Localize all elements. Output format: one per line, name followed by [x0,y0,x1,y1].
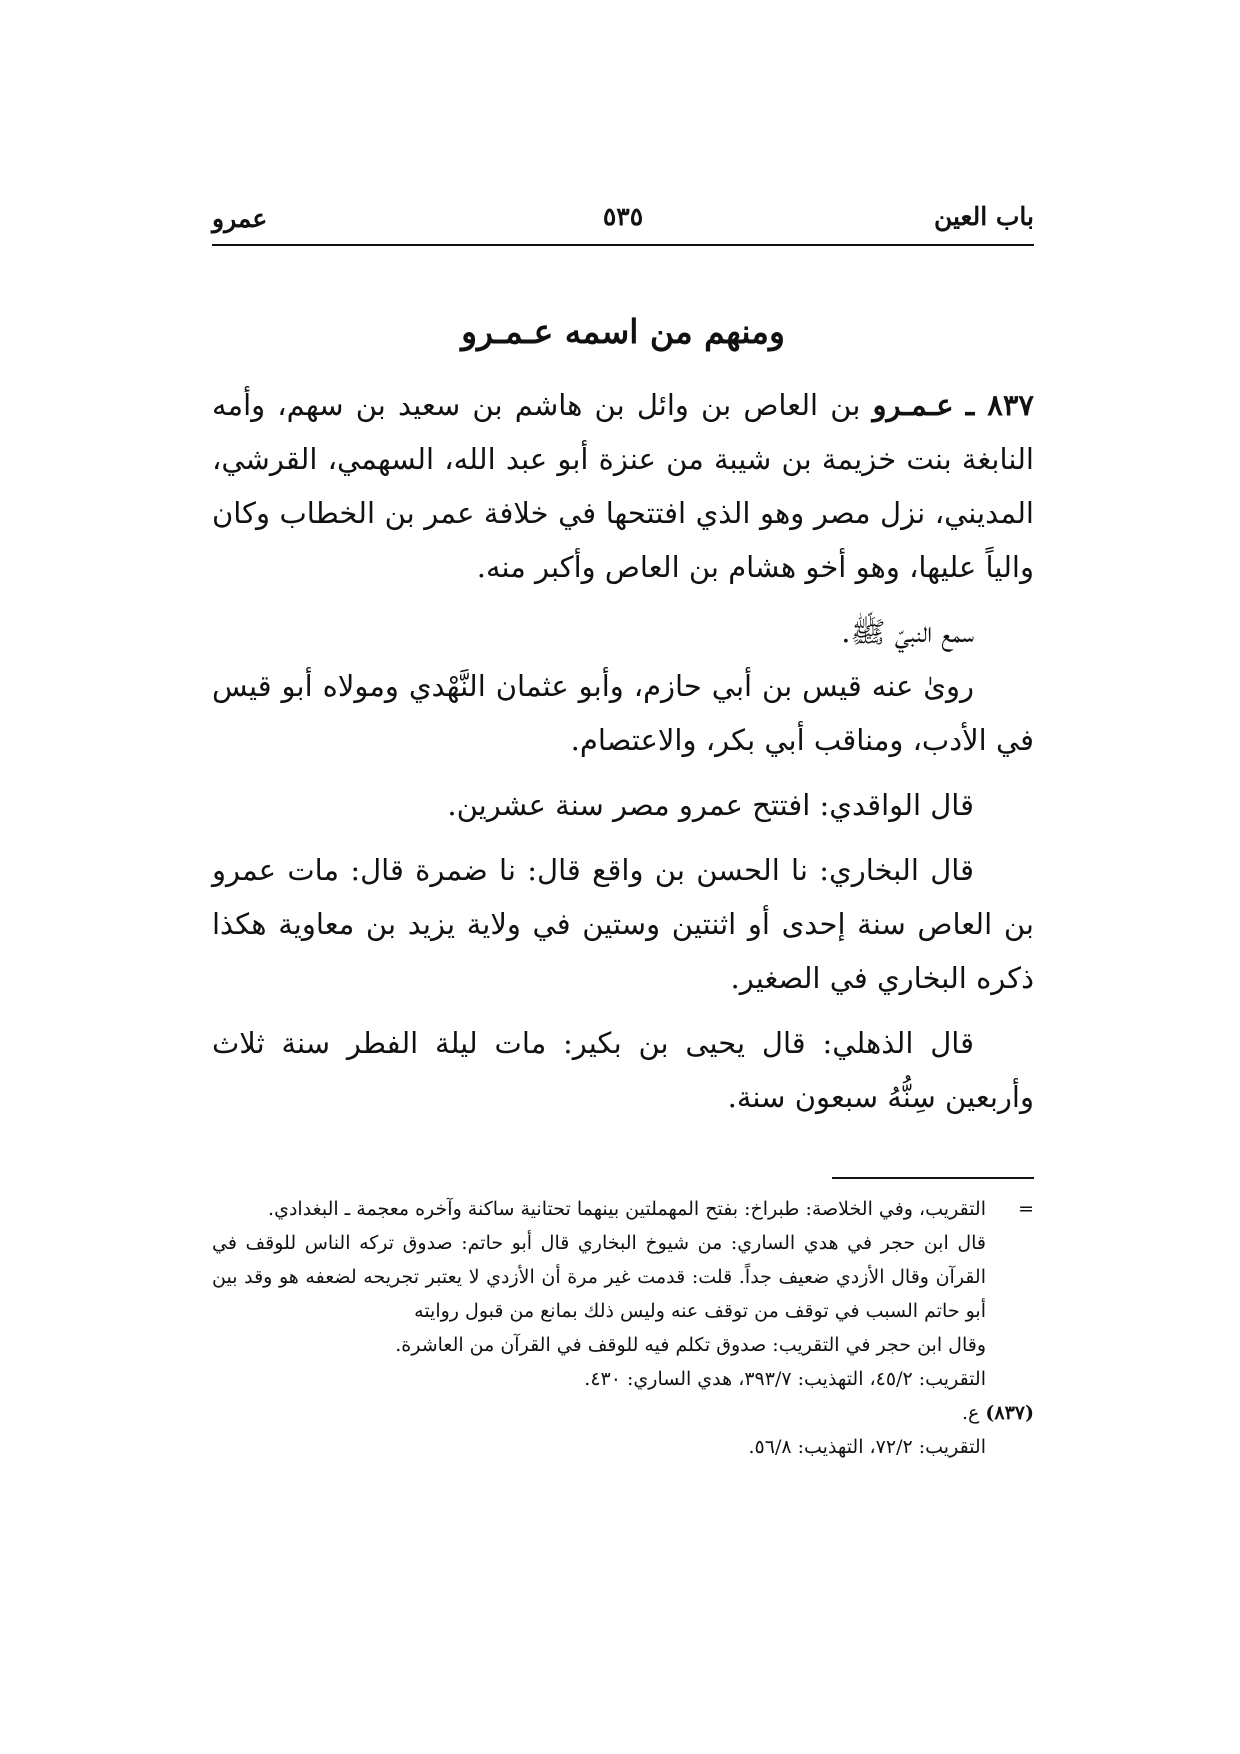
footnote-entry-ref [212,1396,1034,1430]
footnote-line: التقريب: ٧٢/٢، التهذيب: ٥٦/٨. [748,1436,986,1458]
footnote-ref-number: (٨٣٧) [985,1402,1034,1424]
footnotes [212,1192,1034,1464]
footnote-ref-symbol: ع. [961,1402,980,1424]
continuation-mark: = [1018,1198,1034,1220]
entry-paragraph: سمع النبيّ ﷺ. [841,615,974,649]
footnote-line: قال ابن حجر في هدي الساري: من شيوخ البخاري قال أبو حاتم: صدوق تركه الناس للوقف في القرآن وقال الأزدي ضعيف جداً. قلت: قدمت غير مرة أن الأزدي لا يعتبر تجريحه لضعفه هو وقد بين أبو حاتم السبب في توقف من توقف عنه وليس ذلك بمانع من قبول روايته [212,1232,986,1322]
header-rule [212,244,1034,246]
page-number: ٥٣٥ [602,202,644,231]
entry-paragraph-intro [212,378,1034,594]
entry-paragraph: قال الذهلي: قال يحيى بن بكير: مات ليلة الفطر سنة ثلاث وأربعين سِنُّهُ سبعون سنة. [212,1026,1034,1114]
chapter-title: باب العين [933,202,1034,231]
section-title: ومنهم من اسمه عـمـرو [461,312,785,351]
footnote-line: وقال ابن حجر في التقريب: صدوق تكلم فيه للوقف في القرآن من العاشرة. [395,1334,986,1356]
entry-paragraph: قال البخاري: نا الحسن بن واقع قال: نا ضمرة قال: مات عمرو بن العاص سنة إحدى أو اثنتين وستين في ولاية يزيد بن معاوية هكذا ذكره البخاري في الصغير. [212,853,1034,995]
entry-number: ٨٣٧ ـ [965,388,1035,422]
entry-paragraph: قال الواقدي: افتتح عمرو مصر سنة عشرين. [447,788,974,822]
entry-body [212,378,1034,1135]
footnote-text: التقريب، وفي الخلاصة: طبراخ: بفتح المهملتين بينهما تحتانية ساكنة وآخره معجمة ـ البغدادي. [268,1198,986,1220]
footnote-rule [832,1177,1034,1179]
running-name: عمرو [212,204,268,233]
footnote-line: التقريب: ٤٥/٢، التهذيب: ٣٩٣/٧، هدي الساري: ٤٣٠. [584,1368,986,1390]
footnote-line [212,1192,1034,1226]
page-header [212,198,1034,244]
entry-name: عـمـرو [872,388,954,422]
entry-paragraph: روىٰ عنه قيس بن أبي حازم، وأبو عثمان النَّهْدي ومولاه أبو قيس في الأدب، ومناقب أبي بكر، والاعتصام. [212,669,1034,757]
entry-text: بن العاص بن وائل بن هاشم بن سعيد بن سهم، وأمه النابغة بنت خزيمة بن شيبة من عنزة أبو عبد الله، السهمي، القرشي، المديني، نزل مصر وهو الذي افتتحها في خلافة عمر بن الخطاب وكان والياً عليها، وهو أخو هشام بن العاص وأكبر منه. [212,388,1034,584]
